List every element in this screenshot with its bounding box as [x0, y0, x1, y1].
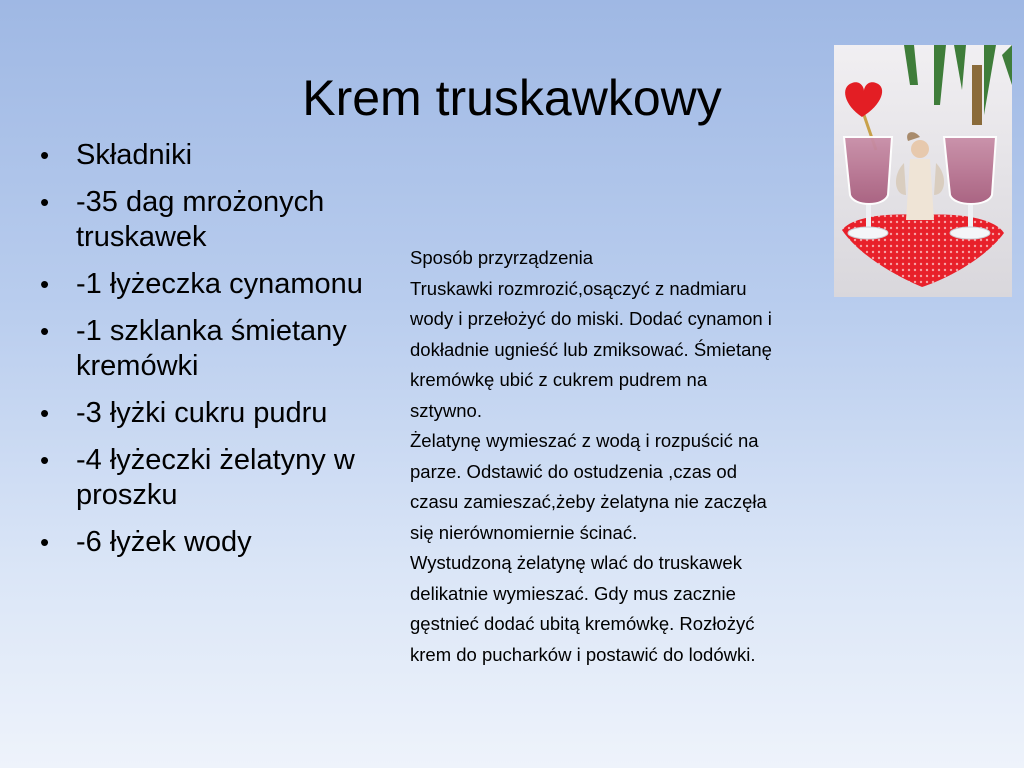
- method-line: dokładnie ugnieść lub zmiksować. Śmietanę: [410, 338, 772, 360]
- bullet-icon: •: [40, 269, 50, 299]
- method-line: delikatnie wymieszać. Gdy mus zacznie: [410, 582, 736, 604]
- ingredient-text: -1 szklanka śmietany kremówki: [76, 315, 347, 382]
- bullet-icon: •: [40, 398, 50, 428]
- method-text-box: [410, 243, 870, 670]
- method-line: kremówkę ubić z cukrem pudrem na: [410, 369, 708, 390]
- method-line: Truskawki rozmrozić,osączyć z nadmiaru: [410, 277, 747, 299]
- method-line: Żelatynę wymieszać z wodą i rozpuścić na: [410, 430, 759, 451]
- ingredient-text: Składniki: [76, 139, 193, 171]
- slide-title: Krem truskawkowy: [302, 70, 722, 126]
- ingredient-text: -6 łyżek wody: [76, 526, 252, 558]
- method-heading: Sposób przyrządzenia: [410, 247, 594, 268]
- list-item: [36, 525, 396, 560]
- bullet-icon: •: [40, 445, 50, 475]
- ingredient-text: -1 łyżeczka cynamonu: [76, 268, 363, 300]
- method-line: czasu zamieszać,żeby żelatyna nie zaczęła: [410, 491, 767, 512]
- ingredient-text: -4 łyżeczki żelatyny w proszku: [76, 444, 355, 511]
- list-item: [36, 185, 396, 255]
- method-line: Wystudzoną żelatynę wlać do truskawek: [410, 552, 742, 573]
- list-item: [36, 443, 396, 513]
- bullet-icon: •: [40, 187, 50, 217]
- ingredient-text: -35 dag mrożonych truskawek: [76, 186, 325, 253]
- method-line: sztywno.: [410, 399, 482, 421]
- bullet-icon: •: [40, 316, 50, 346]
- method-line: wody i przełożyć do miski. Dodać cynamon i: [410, 308, 772, 329]
- list-item: [36, 314, 396, 384]
- method-line: się nierównomiernie ścinać.: [410, 521, 638, 543]
- bullet-icon: •: [40, 140, 50, 170]
- list-item: [36, 267, 396, 302]
- list-item: [36, 396, 396, 431]
- method-line: gęstnieć dodać ubitą kremówkę. Rozłożyć: [410, 613, 755, 634]
- ingredient-text: -3 łyżki cukru pudru: [76, 397, 328, 429]
- dessert-photo: [834, 45, 1012, 297]
- bullet-icon: •: [40, 527, 50, 557]
- ingredients-list: [36, 138, 396, 572]
- method-line: parze. Odstawić do ostudzenia ,czas od: [410, 460, 738, 482]
- method-line: krem do pucharków i postawić do lodówki.: [410, 643, 756, 665]
- list-item: [36, 138, 396, 173]
